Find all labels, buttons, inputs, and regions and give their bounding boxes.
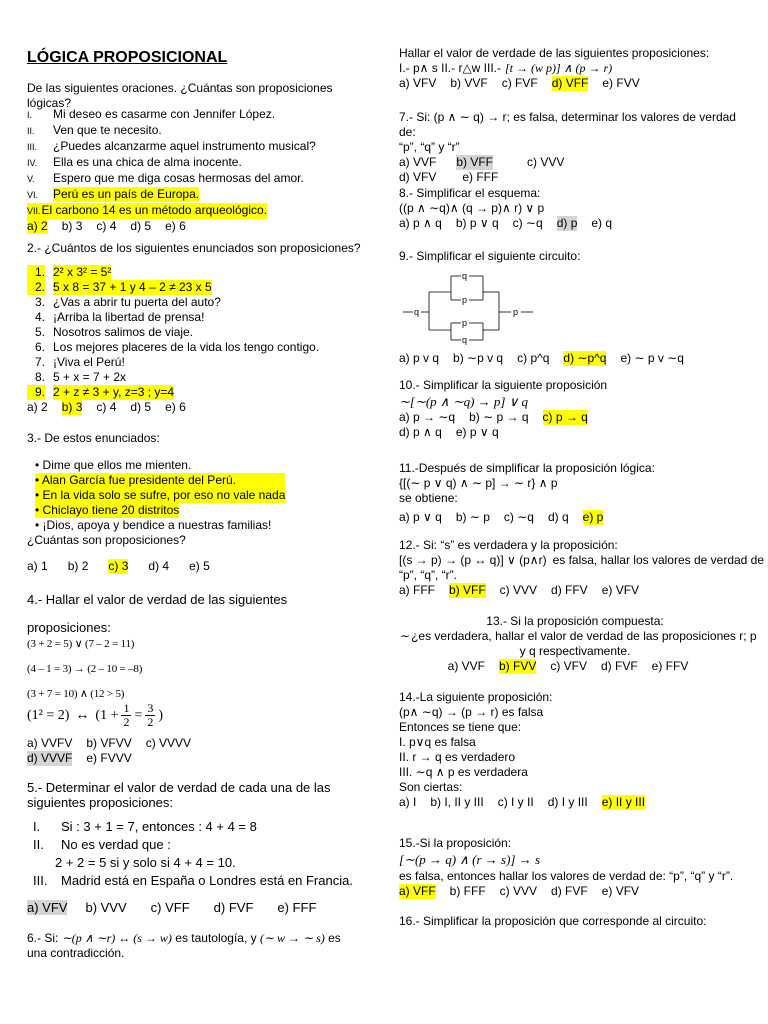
list-item: • Chiclayo tiene 20 distritos: [35, 503, 179, 518]
question-2-items: [27, 265, 319, 415]
list-item: III. ¿Puedes alcanzarme aquel instrumento musical?: [27, 139, 316, 153]
circuit-diagram: [399, 268, 549, 348]
question-3-options: a) 1 b) 2 c) 3 d) 4 e) 5: [27, 559, 210, 573]
list-item: • En la vida solo se sufre, por eso no vale nada: [35, 488, 285, 503]
question-4-exprs: [27, 632, 142, 707]
list-item: I. Mi deseo es casarme con Jennifer López.: [27, 107, 276, 121]
expression: (4 – 1 = 3) → (2 – 10 = –8): [27, 663, 143, 675]
question-1-options: a) 2 b) 3 c) 4 d) 5 e) 6: [27, 219, 186, 233]
expression: (3 + 2 = 5) ∨ (7 – 2 = 11): [27, 638, 135, 650]
question-10: 10.- Simplificar la siguiente proposición ∼[∼(p ∧ ∼q) → p] ∨ q a) p → ∼q b) ∼ p → q c) p → q d) p ∧ q e) p ∨ q: [399, 378, 608, 439]
list-item: • Dime que ellos me mienten.: [35, 458, 285, 473]
question-14: 14.-La siguiente proposición: (p∧ ∼q) → (p → r) es falsa Entonces se tiene que: I. p∨q es falsa II. r → q es verdadero III. ∼q ∧ p es verdadera Son ciertas: a) I b) I, II y III c) I y II d) I y III e) II y III: [399, 690, 646, 809]
question-4-prompt: 4.- Hallar el valor de verdad de las siguientes proposiciones:: [27, 592, 288, 635]
question-2-options: a) 2 b) 3 c) 4 d) 5 e) 6: [27, 400, 186, 414]
list-item: 9. 2 + z ≠ 3 + y, z=3 ; y=4: [27, 385, 319, 400]
circuit-switch-p-upper: p: [462, 295, 468, 305]
circuit-switch-q-left: q: [414, 307, 420, 317]
list-item: 3. ¿Vas a abrir tu puerta del auto?: [34, 295, 221, 309]
list-item: 5. Nosotros salimos de viaje.: [34, 325, 194, 339]
circuit-switch-p-right: p: [513, 307, 519, 317]
question-3-prompt: 3.- De estos enunciados:: [27, 431, 160, 445]
circuit-switch-q-bottom: q: [462, 335, 468, 345]
question-5-options: a) VFV b) VVV c) VFF d) FVF e) FFF: [27, 900, 317, 915]
list-item: 4. ¡Arriba la libertad de prensa!: [34, 310, 205, 324]
question-9-options: a) p v q b) ∼p v q c) p^q d) ∼p^q e) ∼ p v ∼q: [399, 351, 684, 365]
question-11: 11.-Después de simplificar la proposición lógica: {[(∼ p ∨ q) ∧ ∼ p] → ∼ r} ∧ p se obtiene: a) p ∨ q b) ∼ p c) ∼q d) q e) p: [399, 461, 655, 524]
question-2: [27, 241, 361, 256]
question-3-question: ¿Cuántas son proposiciones?: [27, 533, 186, 547]
question-15: 15.-Si la proposición: [∼(p → q) ∧ (r → s)] → s es falsa, entonces hallar los valores de verdad de: “p”, “q” y “r”. a) VFF b) FFF c) VVV d) FVF e) VFV: [399, 836, 734, 898]
list-item: 1. 2² x 3² = 5²: [27, 265, 319, 280]
list-item: II. Ven que te necesito.: [27, 123, 162, 137]
list-item: • ¡Dios, apoya y bendice a nuestras familias!: [35, 518, 285, 533]
question-6-prompt: 6.- Si: ∼(p ∧ ∼r) ↔ (s → w) es tautología, y (∼ w → ∼ s) es una contradicción.: [27, 931, 341, 960]
question-5-items: I. Si : 3 + 1 = 7, entonces : 4 + 4 = 8 II. No es verdad que : 2 + 2 = 5 si y solo si 4 + 4 = 10. III. Madrid está en España o Londres está en Francia.: [33, 819, 353, 888]
list-item: 2. 5 x 8 = 37 + 1 y 4 – 2 ≠ 23 x 5: [27, 280, 319, 295]
question-1-prompt: De las siguientes oraciones. ¿Cuántas son proposiciones lógicas?: [27, 81, 333, 110]
question-8: 8.- Simplificar el esquema: ((p ∧ ∼q)∧ (q → p)∧ r) ∨ p a) p ∧ q b) p ∨ q c) ∼q d) p e) q: [399, 186, 613, 230]
list-item: V. Espero que me diga cosas hermosas del amor.: [27, 171, 304, 185]
question-9-prompt: 9.- Simplificar el siguiente circuito:: [399, 249, 581, 263]
list-item: VII. El carbono 14 es un método arqueológico.: [27, 203, 267, 217]
circuit-switch-p-lower: p: [462, 318, 468, 328]
list-item: 6. Los mejores placeres de la vida los tengo contigo.: [34, 340, 320, 354]
question-2-prompt: 2.- ¿Cuántos de los siguientes enunciados son proposiciones?: [27, 241, 361, 255]
list-item: VI. Perú es un país de Europa.: [27, 187, 200, 201]
question-4-options: a) VVFV b) VFVV c) VVVV d) VVVF e) FVVV: [27, 736, 192, 765]
question-13: 13.- Si la proposición compuesta: ∼ ¿es verdadera, hallar el valor de verdad de las proposiciones r; p y q respectivamente. a) VVF b) FVV c) VFV d) FVF e) FFV: [399, 614, 757, 673]
question-5-prompt: 5.- Determinar el valor de verdad de cada una de las siguientes proposiciones:: [27, 780, 331, 810]
question-16-prompt: 16.- Simplificar la proposición que corresponde al circuito:: [399, 914, 707, 928]
question-12: 12.- Si: “s” es verdadera y la proposición: [(s → p) → (p ↔ q)] ∨ (p∧r) es falsa, hallar los valores de verdad de “p”, “q”, “r”. a) FFF b) VFF c) VVV d) FFV e) VFV: [399, 538, 765, 597]
question-1-items: [27, 107, 316, 234]
list-item: IV. Ella es una chica de alma inocente.: [27, 155, 242, 169]
page-title: LÓGICA PROPOSICIONAL: [27, 49, 228, 66]
expression: (3 + 7 = 10) ∧ (12 > 5): [27, 688, 125, 700]
list-item: 8. 5 + x = 7 + 2x: [34, 370, 127, 384]
list-item: 7. ¡Viva el Perú!: [34, 355, 125, 369]
question-3: [27, 431, 160, 446]
question-6-continued: Hallar el valor de verdade de las siguientes proposiciones: I.- p∧ s II.- r△w III.- [t → (w p)] ∧ (p → r) a) VFV b) VVF c) FVF d) VFF e) FVV: [399, 46, 710, 90]
question-4-expr-4: (1² = 2) ↔ (1 + $\frac{1}{2}$ = $\frac{3}{2}$ ): [27, 701, 164, 729]
circuit-switch-q-top: q: [462, 271, 468, 281]
question-3-items: [27, 458, 285, 533]
question-7: 7.- Si: (p ∧ ∼ q) → r; es falsa, determinar los valores de verdad de: “p”, “q” y “r” a) VVF b) VFF c) VVV d) VFV e) FFF: [399, 110, 736, 184]
list-item: • Alan García fue presidente del Perú.: [35, 473, 285, 488]
